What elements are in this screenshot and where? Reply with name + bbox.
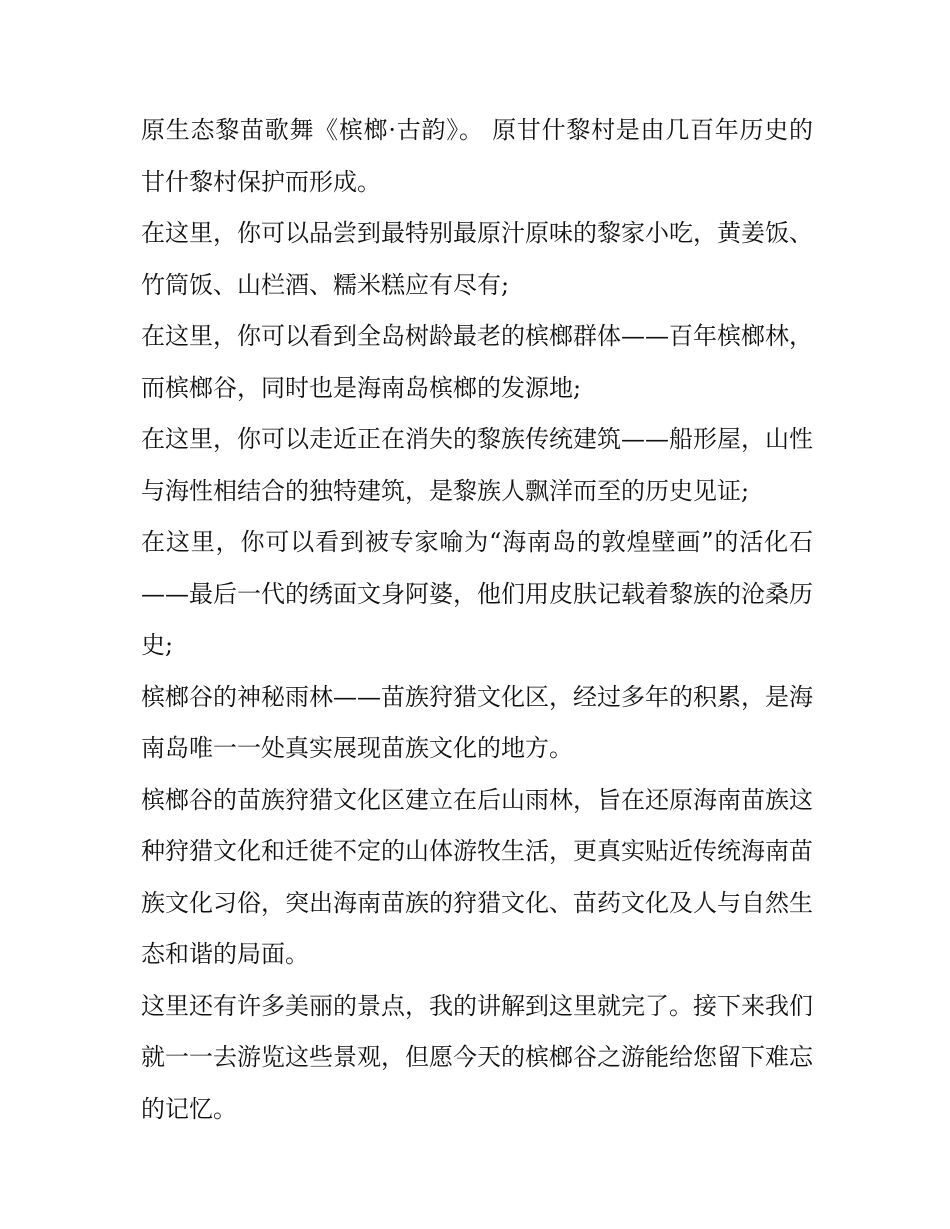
document-body — [141, 105, 813, 1135]
paragraph-intro: 原生态黎苗歌舞《槟榔·古韵》。 原甘什黎村是由几百年历史的甘什黎村保护而形成。 — [141, 116, 813, 196]
paragraph-rainforest: 槟榔谷的神秘雨林——苗族狩猎文化区，经过多年的积累，是海南岛唯一一处真实展现苗族文化的地方。 — [141, 682, 813, 762]
paragraph-hunting-culture: 槟榔谷的苗族狩猎文化区建立在后山雨林，旨在还原海南苗族这种狩猎文化和迁徙不定的山体游牧生活，更真实贴近传统海南苗族文化习俗，突出海南苗族的狩猎文化、苗药文化及人与自然生态和谐的局面。 — [141, 785, 813, 968]
paragraph-betel-forest: 在这里，你可以看到全岛树龄最老的槟榔群体——百年槟榔林，而槟榔谷，同时也是海南岛槟榔的发源地; — [141, 322, 813, 402]
paragraph-boat-house: 在这里，你可以走近正在消失的黎族传统建筑——船形屋，山性与海性相结合的独特建筑，是黎族人飘洋而至的历史见证; — [141, 425, 813, 505]
paragraph-tattoo: 在这里，你可以看到被专家喻为“海南岛的敦煌壁画”的活化石——最后一代的绣面文身阿婆，他们用皮肤记载着黎族的沧桑历史; — [141, 528, 813, 659]
paragraph-closing: 这里还有许多美丽的景点，我的讲解到这里就完了。接下来我们就一一去游览这些景观，但愿今天的槟榔谷之游能给您留下难忘的记忆。 — [141, 991, 813, 1123]
paragraph-snacks: 在这里，你可以品尝到最特别最原汁原味的黎家小吃，黄姜饭、竹筒饭、山栏酒、糯米糕应有尽有; — [141, 219, 813, 299]
